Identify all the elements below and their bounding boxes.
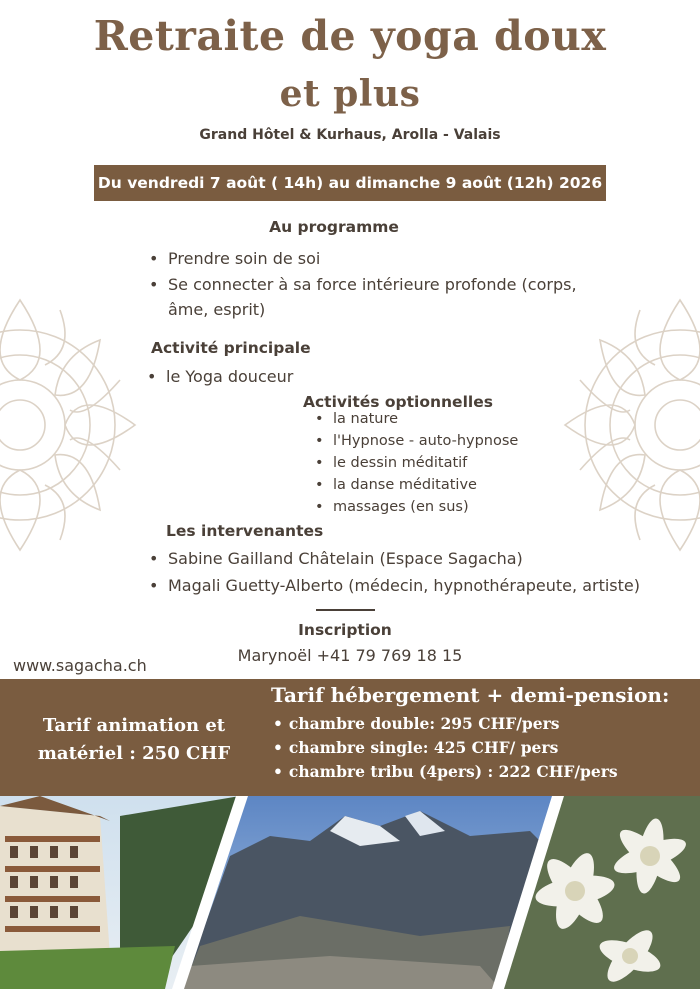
room-price: • chambre single: 425 CHF/ pers bbox=[273, 738, 558, 757]
speakers-heading: Les intervenantes bbox=[166, 522, 324, 540]
room-price: • chambre double: 295 CHF/pers bbox=[273, 714, 559, 733]
inscription-heading: Inscription bbox=[298, 621, 392, 639]
list-item: • l'Hypnose - auto-hypnose bbox=[333, 433, 518, 449]
list-item: • Magali Guetty-Alberto (médecin, hypnothérapeute, artiste) bbox=[168, 576, 640, 595]
main-activity-heading: Activité principale bbox=[151, 339, 311, 357]
list-item: • Prendre soin de soi bbox=[168, 249, 320, 268]
room-price: • chambre tribu (4pers) : 222 CHF/pers bbox=[273, 762, 618, 781]
animation-price-line1: Tarif animation et bbox=[42, 715, 226, 736]
list-item: • massages (en sus) bbox=[333, 499, 469, 515]
date-banner: Du vendredi 7 août ( 14h) au dimanche 9 août (12h) 2026 bbox=[94, 165, 606, 201]
website-link[interactable]: www.sagacha.ch bbox=[13, 656, 147, 675]
list-item: • le Yoga douceur bbox=[166, 367, 293, 386]
optional-activities-heading: Activités optionnelles bbox=[303, 393, 493, 411]
page-subtitle: et plus bbox=[279, 73, 421, 115]
lodging-price-title: Tarif hébergement + demi-pension: bbox=[271, 683, 670, 707]
list-item: • le dessin méditatif bbox=[333, 455, 467, 471]
mandala-right-decoration bbox=[560, 280, 700, 570]
list-item: • Se connecter à sa force intérieure profonde (corps, bbox=[168, 275, 577, 294]
page-title: Retraite de yoga doux bbox=[93, 12, 607, 60]
divider bbox=[316, 609, 375, 611]
programme-heading: Au programme bbox=[269, 218, 399, 236]
venue-name: Grand Hôtel & Kurhaus, Arolla - Valais bbox=[199, 127, 501, 143]
contact-phone[interactable]: Marynoël +41 79 769 18 15 bbox=[237, 646, 463, 665]
list-item-continuation: âme, esprit) bbox=[168, 300, 266, 319]
animation-price bbox=[20, 712, 248, 768]
mandala-left-decoration bbox=[0, 280, 140, 570]
photo-strip bbox=[0, 796, 700, 989]
list-item: • la nature bbox=[333, 411, 398, 427]
list-item: • la danse méditative bbox=[333, 477, 477, 493]
list-item: • Sabine Gailland Châtelain (Espace Sagacha) bbox=[168, 549, 523, 568]
animation-price-line2: matériel : 250 CHF bbox=[37, 743, 231, 764]
